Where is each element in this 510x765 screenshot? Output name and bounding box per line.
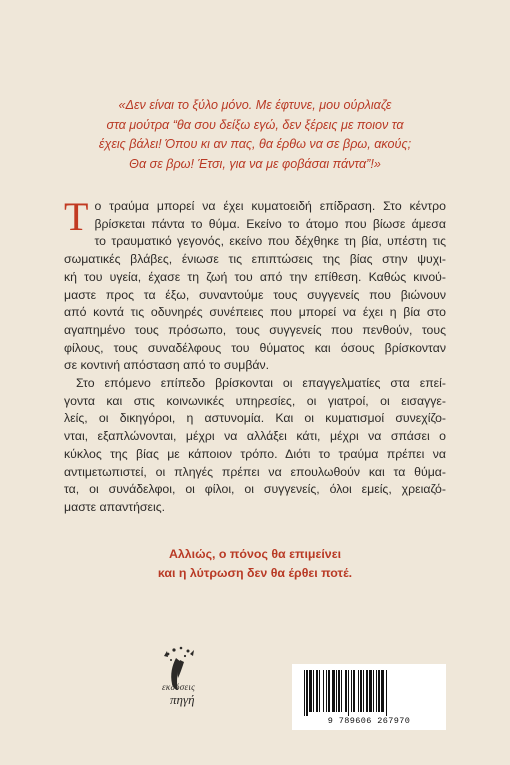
text-line: μαστε προς τα έξω, συναντούμε τους συγγενείς που βιώνουν	[64, 287, 446, 302]
text-line: κύκλος της βίας με κάποιον τρόπο. Διότι το τραύμα πρέπει να	[64, 446, 446, 461]
text-line: μαστε απαντήσεις.	[64, 499, 166, 514]
isbn-number: 9 789606 267970	[327, 716, 411, 726]
drop-cap: Τ	[64, 194, 89, 239]
text-line: φίλους, τους συναδέλφους του θύματος και όσους βρίσκονταν	[64, 340, 446, 355]
paragraph-1	[64, 194, 446, 375]
barcode-icon	[302, 670, 436, 716]
text-line: αντιμετωπιστεί, οι πληγές πρέπει να επουλωθούν και τα θύμα-	[64, 464, 446, 479]
quote-line: στα μούτρα “θα σου δείξω εγώ, δεν ξέρεις με ποιον τα	[106, 117, 404, 132]
text-line: γοντα και στις κοινωνικές υπηρεσίες, οι γιατροί, οι εισαγγε-	[64, 393, 446, 408]
closing-line: και η λύτρωση δεν θα έρθει ποτέ.	[157, 565, 353, 580]
text-line: ο τραύμα μπορεί να έχει κυματοειδή επίδραση. Στο κέντρο	[94, 199, 446, 213]
text-line: από κοντά τις οδυνηρές συνέπειες που μπορεί να έχει η βία στο	[64, 305, 446, 320]
quote-line: Θα σε βρω! Έτσι, για να με φοβάσαι πάντα”!»	[129, 156, 381, 171]
text-line: Στο επόμενο επίπεδο βρίσκονται οι επαγγελματίες στα επεί-	[76, 376, 446, 391]
text-line: αγαπημένο τους πρόσωπο, τους συγγενείς που πενθούν, τους	[64, 322, 446, 337]
quote-line: «Δεν είναι το ξύλο μόνο. Με έφτυνε, μου ούρλιαζε	[118, 98, 392, 112]
publisher-name-line2: πηγή	[170, 692, 195, 707]
cover-quote	[64, 96, 446, 174]
closing-line: Αλλιώς, ο πόνος θα επιμείνει	[168, 547, 342, 561]
text-line: το τραυματικό γεγονός, εκείνο που δέχθηκε τη βία, υπέστη τις	[94, 234, 446, 249]
publisher-name-line1: εκδόσεις	[162, 682, 196, 692]
text-line: νται, εξαπλώνονται, μέχρι να αλλάξει κάτι, μέχρι να σπάσει ο	[64, 429, 446, 444]
text-line: σε κοντινή απόσταση από το συμβάν.	[64, 358, 270, 373]
text-line: λείς, οι δικηγόροι, η αστυνομία. Και οι κυματισμοί συνεχίζο-	[64, 411, 446, 426]
publisher-logo-icon	[150, 640, 220, 720]
blurb-text	[64, 194, 446, 517]
isbn-barcode	[292, 664, 446, 730]
quote-line: έχεις βάλει! Όπου κι αν πας, θα έρθω να σε βρω, ακούς;	[98, 137, 412, 151]
text-line: βρίσκεται πάντα το θύμα. Εκείνο το άτομο που βίωσε άμεσα	[94, 216, 446, 231]
text-line: κή του υγεία, έχασε τη ζωή του από την επίθεση. Καθώς κινού-	[64, 269, 446, 284]
text-line: σωματικές βλάβες, ένιωσε τις επιπτώσεις της βίας στην ψυχι-	[64, 252, 446, 267]
closing-statement	[64, 545, 446, 582]
paragraph-2	[64, 375, 446, 517]
text-line: τα, οι συνάδελφοι, οι φίλοι, οι συγγενείς, όλοι εμείς, χρειαζό-	[64, 482, 446, 497]
